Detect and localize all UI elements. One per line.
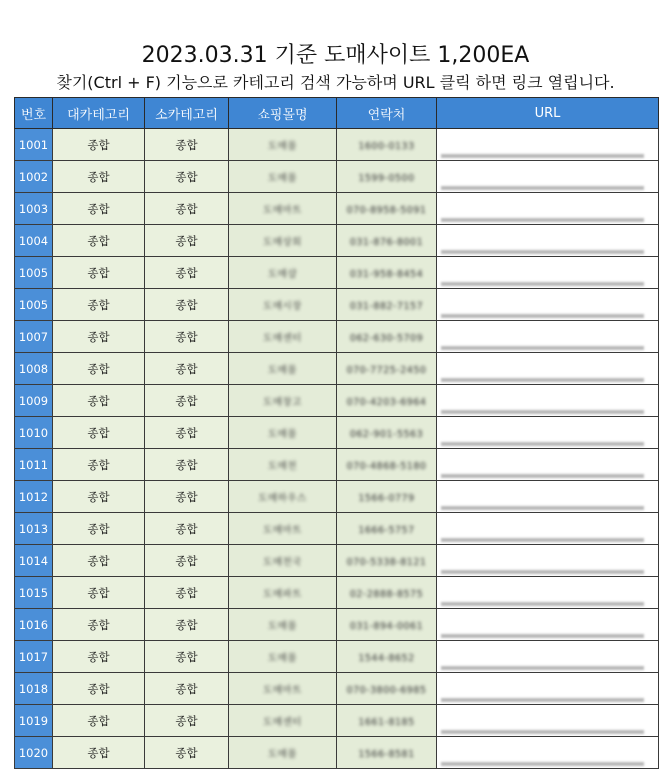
url-link-cell[interactable]: [437, 449, 659, 481]
contact-cell: [337, 161, 437, 193]
shop-name-cell: [229, 321, 337, 353]
row-number: 1002: [15, 161, 53, 193]
url-link-cell[interactable]: [437, 577, 659, 609]
url-link-cell[interactable]: [437, 257, 659, 289]
major-category-cell: 종합: [53, 513, 145, 545]
contact-cell: [337, 417, 437, 449]
minor-category-cell: 종합: [145, 513, 229, 545]
contact-text: 1666-5757: [358, 524, 415, 536]
shop-name-text: 도매마트: [263, 204, 302, 216]
major-category-cell: 종합: [53, 705, 145, 737]
contact-text: 070-5338-8121: [346, 556, 427, 568]
row-number: 1019: [15, 705, 53, 737]
url-link-cell[interactable]: [437, 193, 659, 225]
row-number: 1016: [15, 609, 53, 641]
contact-cell: [337, 449, 437, 481]
shop-name-text: 도매마트: [263, 684, 302, 696]
contact-cell: [337, 129, 437, 161]
table-row: [15, 161, 659, 193]
contact-cell: [337, 193, 437, 225]
shop-name-cell: [229, 289, 337, 321]
minor-category-cell: 종합: [145, 449, 229, 481]
column-header-url: URL: [437, 98, 659, 129]
table-row: [15, 577, 659, 609]
shop-name-text: 도매몰: [267, 140, 298, 152]
row-number: 1013: [15, 513, 53, 545]
url-link-cell[interactable]: [437, 481, 659, 513]
contact-text: 1566-8581: [358, 748, 415, 760]
shop-name-cell: [229, 417, 337, 449]
minor-category-cell: 종합: [145, 161, 229, 193]
table-row: [15, 225, 659, 257]
url-link-cell[interactable]: [437, 385, 659, 417]
contact-text: 070-8958-5091: [346, 204, 427, 216]
row-number: 1008: [15, 353, 53, 385]
minor-category-cell: 종합: [145, 129, 229, 161]
table-row: [15, 449, 659, 481]
url-link-cell[interactable]: [437, 161, 659, 193]
contact-cell: [337, 705, 437, 737]
shop-name-cell: [229, 193, 337, 225]
row-number: 1009: [15, 385, 53, 417]
shop-name-text: 도매몰: [267, 620, 298, 632]
contact-text: 1600-0133: [358, 140, 415, 152]
table-row: [15, 193, 659, 225]
contact-cell: [337, 225, 437, 257]
minor-category-cell: 종합: [145, 321, 229, 353]
contact-text: 1544-8652: [358, 652, 415, 664]
contact-text: 062-630-5709: [349, 332, 424, 344]
url-link-cell[interactable]: [437, 353, 659, 385]
shop-name-text: 도매몰: [267, 428, 298, 440]
contact-cell: [337, 353, 437, 385]
column-header-minor-category: 소카테고리: [145, 98, 229, 129]
row-number: 1011: [15, 449, 53, 481]
shop-name-text: 도매마트: [263, 524, 302, 536]
major-category-cell: 종합: [53, 417, 145, 449]
contact-cell: [337, 385, 437, 417]
shop-name-cell: [229, 449, 337, 481]
column-header-shop-name: 쇼핑몰명: [229, 98, 337, 129]
contact-text: 070-3800-6985: [346, 684, 427, 696]
major-category-cell: 종합: [53, 545, 145, 577]
contact-cell: [337, 577, 437, 609]
major-category-cell: 종합: [53, 193, 145, 225]
table-row: [15, 673, 659, 705]
shop-name-text: 도매몰: [267, 748, 298, 760]
major-category-cell: 종합: [53, 737, 145, 769]
shop-name-cell: [229, 609, 337, 641]
contact-text: 031-958-8454: [349, 268, 424, 280]
major-category-cell: 종합: [53, 577, 145, 609]
minor-category-cell: 종합: [145, 609, 229, 641]
contact-text: 1599-0500: [358, 172, 415, 184]
url-link-cell[interactable]: [437, 321, 659, 353]
page-subtitle: 찾기(Ctrl + F) 기능으로 카테고리 검색 가능하며 URL 클릭 하면 링크 열립니다.: [56, 73, 615, 92]
table-row: [15, 705, 659, 737]
table-row: [15, 417, 659, 449]
url-link-cell[interactable]: [437, 737, 659, 769]
row-number: 1003: [15, 193, 53, 225]
minor-category-cell: 종합: [145, 545, 229, 577]
major-category-cell: 종합: [53, 129, 145, 161]
row-number: 1018: [15, 673, 53, 705]
row-number: 1007: [15, 321, 53, 353]
page-title: 2023.03.31 기준 도매사이트 1,200EA: [141, 43, 530, 68]
major-category-cell: 종합: [53, 257, 145, 289]
minor-category-cell: 종합: [145, 705, 229, 737]
shop-name-text: 도매몰: [267, 652, 298, 664]
site-table: [14, 97, 659, 769]
major-category-cell: 종합: [53, 481, 145, 513]
row-number: 1015: [15, 577, 53, 609]
major-category-cell: 종합: [53, 225, 145, 257]
minor-category-cell: 종합: [145, 193, 229, 225]
minor-category-cell: 종합: [145, 225, 229, 257]
shop-name-text: 도매천: [267, 460, 298, 472]
table-row: [15, 545, 659, 577]
url-link-cell[interactable]: [437, 545, 659, 577]
shop-name-cell: [229, 353, 337, 385]
shop-name-cell: [229, 513, 337, 545]
contact-text: 031-882-7157: [349, 300, 424, 312]
major-category-cell: 종합: [53, 673, 145, 705]
table-row: [15, 641, 659, 673]
table-row: [15, 257, 659, 289]
table-row: [15, 129, 659, 161]
table-row: [15, 321, 659, 353]
contact-text: 1661-8185: [358, 716, 415, 728]
major-category-cell: 종합: [53, 289, 145, 321]
row-number: 1012: [15, 481, 53, 513]
row-number: 1020: [15, 737, 53, 769]
table-row: [15, 737, 659, 769]
contact-cell: [337, 321, 437, 353]
shop-name-cell: [229, 161, 337, 193]
url-link-cell[interactable]: [437, 513, 659, 545]
url-link-cell[interactable]: [437, 641, 659, 673]
contact-text: 062-901-5563: [349, 428, 424, 440]
shop-name-cell: [229, 545, 337, 577]
url-link-cell[interactable]: [437, 289, 659, 321]
shop-name-cell: [229, 257, 337, 289]
shop-name-text: 도매하우스: [258, 492, 307, 504]
shop-name-text: 도매창고: [263, 396, 302, 408]
table-row: [15, 481, 659, 513]
url-link-cell[interactable]: [437, 673, 659, 705]
minor-category-cell: 종합: [145, 577, 229, 609]
column-header-contact: 연락처: [337, 98, 437, 129]
shop-name-text: 도매샵: [267, 268, 298, 280]
contact-cell: [337, 481, 437, 513]
contact-text: 031-894-0061: [349, 620, 424, 632]
column-header-number: 번호: [15, 98, 53, 129]
shop-name-cell: [229, 705, 337, 737]
minor-category-cell: 종합: [145, 353, 229, 385]
contact-cell: [337, 289, 437, 321]
minor-category-cell: 종합: [145, 481, 229, 513]
table-row: [15, 353, 659, 385]
row-number: 1004: [15, 225, 53, 257]
minor-category-cell: 종합: [145, 641, 229, 673]
shop-name-text: 도매상회: [263, 236, 302, 248]
shop-name-text: 도매천국: [263, 556, 302, 568]
table-row: [15, 385, 659, 417]
major-category-cell: 종합: [53, 641, 145, 673]
url-link-cell[interactable]: [437, 609, 659, 641]
url-link-cell[interactable]: [437, 417, 659, 449]
shop-name-cell: [229, 737, 337, 769]
shop-name-cell: [229, 225, 337, 257]
minor-category-cell: 종합: [145, 737, 229, 769]
major-category-cell: 종합: [53, 385, 145, 417]
contact-cell: [337, 673, 437, 705]
row-number: 1001: [15, 129, 53, 161]
shop-name-cell: [229, 673, 337, 705]
contact-cell: [337, 609, 437, 641]
major-category-cell: 종합: [53, 161, 145, 193]
minor-category-cell: 종합: [145, 385, 229, 417]
url-link-cell[interactable]: [437, 705, 659, 737]
shop-name-cell: [229, 129, 337, 161]
column-header-major-category: 대카테고리: [53, 98, 145, 129]
shop-name-text: 도매센터: [263, 716, 302, 728]
table-row: [15, 289, 659, 321]
shop-name-cell: [229, 385, 337, 417]
url-link-cell[interactable]: [437, 129, 659, 161]
minor-category-cell: 종합: [145, 673, 229, 705]
contact-text: 1566-0779: [358, 492, 415, 504]
shop-name-text: 도매몰: [267, 364, 298, 376]
row-number: 1005: [15, 289, 53, 321]
major-category-cell: 종합: [53, 449, 145, 481]
contact-cell: [337, 257, 437, 289]
shop-name-cell: [229, 641, 337, 673]
row-number: 1005: [15, 257, 53, 289]
contact-cell: [337, 545, 437, 577]
url-link-cell[interactable]: [437, 225, 659, 257]
shop-name-text: 도매파트: [263, 588, 302, 600]
shop-name-text: 도매센터: [263, 332, 302, 344]
contact-text: 070-4868-5180: [346, 460, 427, 472]
major-category-cell: 종합: [53, 321, 145, 353]
shop-name-cell: [229, 577, 337, 609]
row-number: 1017: [15, 641, 53, 673]
table-header-row: [15, 98, 659, 129]
major-category-cell: 종합: [53, 609, 145, 641]
minor-category-cell: 종합: [145, 417, 229, 449]
minor-category-cell: 종합: [145, 257, 229, 289]
contact-text: 070-4203-6964: [346, 396, 427, 408]
contact-cell: [337, 513, 437, 545]
table-row: [15, 609, 659, 641]
minor-category-cell: 종합: [145, 289, 229, 321]
shop-name-text: 도매몰: [267, 172, 298, 184]
contact-text: 070-7725-2450: [346, 364, 427, 376]
contact-cell: [337, 641, 437, 673]
table-row: [15, 513, 659, 545]
contact-cell: [337, 737, 437, 769]
contact-text: 02-2888-8575: [349, 588, 424, 600]
shop-name-text: 도매시장: [263, 300, 302, 312]
contact-text: 031-876-8001: [349, 236, 424, 248]
row-number: 1010: [15, 417, 53, 449]
major-category-cell: 종합: [53, 353, 145, 385]
row-number: 1014: [15, 545, 53, 577]
shop-name-cell: [229, 481, 337, 513]
